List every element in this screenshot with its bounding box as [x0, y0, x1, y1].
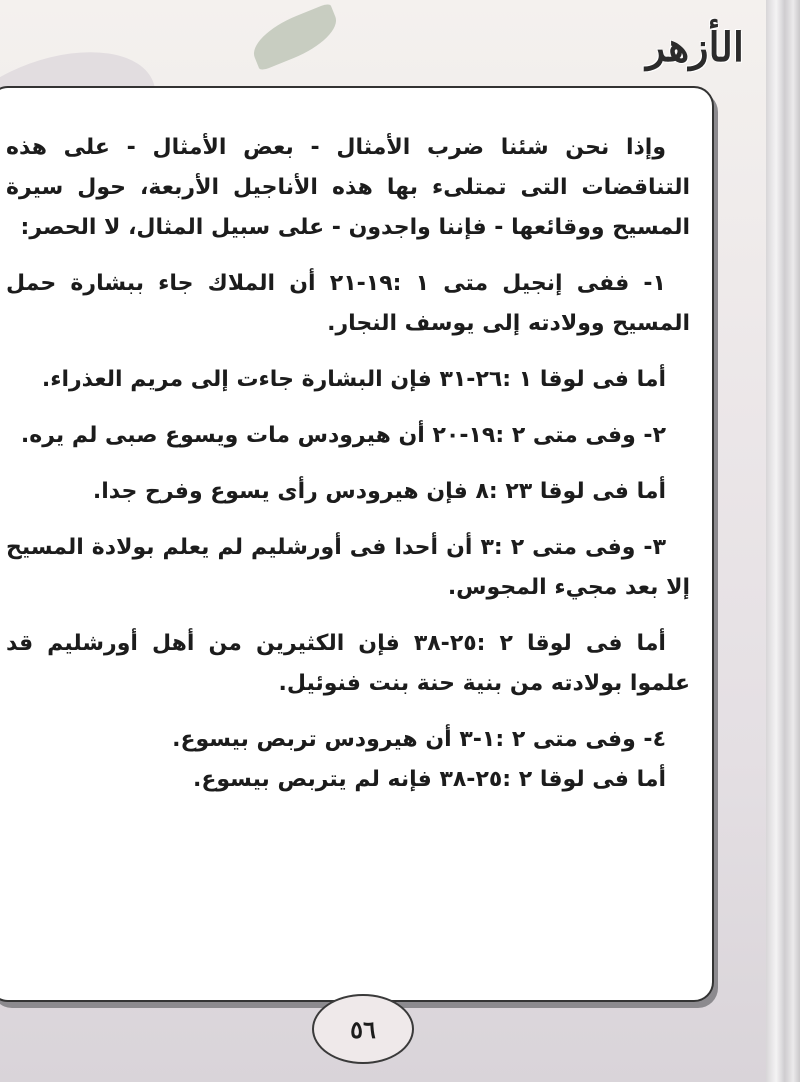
paragraph-example-2-matthew: ٢- وفى متى ٢ :١٩-٢٠ أن هيرودس مات ويسوع صبى لم يره. — [20, 423, 666, 448]
paragraph-example-1-matthew: ١- ففى إنجيل متى ١ :١٩-٢١ أن الملاك جاء ببشارة حمل المسيح وولادته إلى يوسف النجار. — [6, 271, 690, 336]
leaf-decoration — [246, 3, 344, 72]
page-number: ٥٦ — [312, 994, 414, 1064]
paragraph-example-4-luke: أما فى لوقا ٢ :٢٥-٣٨ فإنه لم يتربص بيسوع. — [193, 767, 666, 792]
paragraph-example-3-luke: أما فى لوقا ٢ :٢٥-٣٨ فإن الكثيرين من أهل أورشليم قد علموا بولادته من بنية حنة بنت فنوئيل. — [6, 631, 690, 696]
paragraph-example-2-luke: أما فى لوقا ٢٣ :٨ فإن هيرودس رأى يسوع وفرح جدا. — [92, 479, 666, 504]
paragraph-example-4-matthew: ٤- وفى متى ٢ :١-٣ أن هيرودس تربص بيسوع. — [172, 727, 666, 752]
paragraph-example-1-luke: أما فى لوقا ١ :٢٦-٣١ فإن البشارة جاءت إلى مريم العذراء. — [41, 367, 666, 392]
paragraph-intro: وإذا نحن شئنا ضرب الأمثال - بعض الأمثال - على هذه التناقضات التى تمتلىء بها هذه الأناجيل الأربعة، حول سيرة المسيح ووقائعها - فإننا واجدون - على سبيل المثال، لا الحصر: — [6, 135, 690, 240]
article-body — [6, 128, 690, 800]
book-spine — [766, 0, 800, 1082]
paragraph-example-3-matthew: ٣- وفى متى ٢ :٣ أن أحدا فى أورشليم لم يعلم بولادة المسيح إلا بعد مجيء المجوس. — [6, 535, 690, 600]
al-azhar-logo: الأزهر — [646, 24, 744, 71]
